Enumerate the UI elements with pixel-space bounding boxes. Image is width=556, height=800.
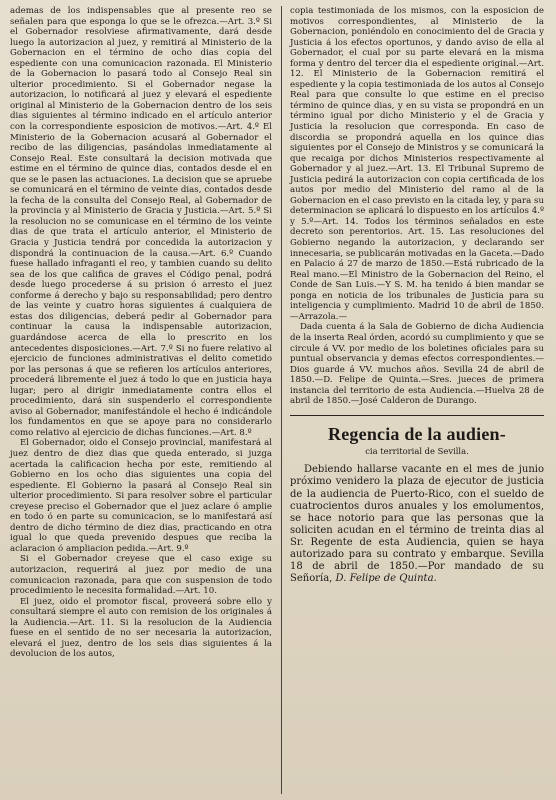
notice-subheading: cia territorial de Sevilla. bbox=[365, 445, 469, 456]
section-rule bbox=[290, 415, 544, 416]
notice-heading: Regencia de la audien- bbox=[328, 423, 506, 444]
notice-signature: D. Felipe de Quinta. bbox=[335, 573, 437, 585]
decree-text-paragraph: El juez, oido el promotor fiscal, proveerá sobre ello y consultará siempre el auto con remision de los originales á la Audiencia.—Art. 11. Si la resolucion de la Audiencia fuese en el sentido de no ser necesaria la autorizacion, elevará el juez, dentro de los seis dias siguientes á la devolucion de los autos, bbox=[10, 596, 272, 660]
decree-text-paragraph: Si el Gobernador creyese que el caso exige su autorizacion, requerirá al juez por medio de una comunicacion razonada, para que con suspension de todo procedimiento le necesita formalidad.—Art. 10. bbox=[10, 554, 272, 597]
notice-text: Debiendo hallarse vacante en el mes de junio próximo venidero la plaza de ejecutor de justicia de la audiencia de Puerto-Rico, con el sueldo de cuatrocientos duros anuales y los emolumentos, se hace notorio para que las personas que la soliciten acudan en el término de treinta dias al Sr. Regente de esta Audiencia, quien se haya autorizado para su contrato y embarque. Sevilla 18 de abril de 1850.—Por mandado de su Señoría, bbox=[290, 464, 544, 585]
column-divider bbox=[281, 6, 282, 794]
right-column bbox=[290, 6, 544, 585]
decree-text-paragraph: El Gobernador, oido el Consejo provincial, manifestará al juez dentro de diez dias que queda enterado, si juzga acertada la calificacion hecha por este, remitiendo al Gobierno en los ocho dias siguientes una copia del espediente. El Gobierno la pasará al Consejo Real sin ulterior procedimiento. Si para resolver sobre el particular creyese preciso el Gobernador que el juez aclare ó amplie en todo ó en parte su comunicacion, se lo manifestará así dentro de dicho término de diez dias, practicando en otra igual lo que queda prevenido despues que reciba la aclaracion ó ampliacion pedida.—Art. 9.º bbox=[10, 438, 272, 554]
notice-paragraph bbox=[290, 464, 544, 585]
left-column bbox=[10, 6, 272, 660]
decree-text-paragraph: copia testimoniada de los mismos, con la esposicion de motivos correspondientes, al Ministerio de la Gobernacion, poniéndolo en conocimiento del de Gracia y Justicia á los efectos oportunos, y dando aviso de ella al Gobernador, el cual por su parte elevará en la misma forma y dentro del tercer dia el espediente original.—Art. 12. El Ministerio de la Gobernacion remitirá el espediente y la copia testimoniada de los autos al Consejo Real para que consulte lo que estime en el preciso término de quince dias, y en su vista se propondrá en un término igual por dicho Ministerio y el de Gracia y Justicia la resolucion que corresponda. En caso de discordia se propondrá aquella en los quince dias siguientes por el Consejo de Ministros y se comunicará la que recaiga por dichos Ministerios respectivamente al Gobernador y al juez.—Art. 13. El Tribunal Supremo de Justicia pedirá la autorizacion con copia certificada de los autos por medio del Ministerio del ramo al de la Gobernacion en el caso previsto en la citada ley, y para su determinacion se aplicará lo dispuesto en los artículos 4.º y 5.º—Art. 14. Todos los términos señalados en este decreto son perentorios. Art. 15. Las resoluciones del Gobierno negando la autorizacion, y declarando ser innecesaria, se publicarán motivadas en la Gaceta.—Dado en Palacio á 27 de marzo de 1850.—Está rubricado de la Real mano.—El Ministro de la Gobernacion del Reino, el Conde de San Luis.—Y S. M. ha tenido á bien mandar se ponga en noticia de los tribunales de Justicia para su inteligencia y cumplimiento. Madrid 10 de abril de 1850.—Arrazola.— bbox=[290, 6, 544, 322]
circular-paragraph: Dada cuenta á la Sala de Gobierno de dicha Audiencia de la inserta Real órden, acordó su cumplimiento y que se circule á VV. por medio de los boletines oficiales para su puntual observancia y demas efectos correspondientes.—Dios guarde á VV. muchos años. Sevilla 24 de abril de 1850.—D. Felipe de Quinta.—Sres. jueces de primera instancia del territorio de esta Audiencia.—Huelva 28 de abril de 1850.—José Calderon de Durango. bbox=[290, 322, 544, 407]
notice-body bbox=[290, 464, 544, 585]
decree-text-paragraph: ademas de los indispensables que al presente reo se señalen para que esponga lo que se le ofrezca.—Art. 3.º Si el Gobernador resolviese afirmativamente, dará desde luego la autorizacion al juez, y remitirá al Ministerio de la Gobernacion en el término de ocho dias copia del espediente con una comunicacion razonada. El Ministerio de la Gobernacion lo pasará todo al Consejo Real sin ulterior procedimiento. Si el Gobernador negase la autorizacion, lo notificará al juez y elevará el espediente original al Ministerio de la Gobernacion dentro de los seis dias siguientes al término indicado en el artículo anterior con la correspondiente esposicion de motivos.—Art. 4.º El Ministerio de la Gobernacion acusará al Gobernador el recibo de las diligencias, pasándolas inmediatamente al Consejo Real. Este consultará la decision motivada que estime en el término de quince dias, contados desde el en que se le pasen las actuaciones. La decision que se apruebe se comunicará en el término de veinte dias, contados desde la fecha de la consulta del Consejo Real, al Gobernador de la provincia y al Ministerio de Gracia y Justicia.—Art. 5.º Si la resolucion no se comunicase en el término de los veinte dias de que trata el artículo anterior, el Ministerio de Gracia y Justicia tendrá por concedida la autorizacion y dispondrá la continuacion de la causa.—Art. 6.º Cuando fuese hallado infraganti el reo, y tambien cuando su delito sea de los que califica de graves el Código penal, podrá desde luego procederse á su prision ó arresto el juez conforme á derecho y bajo su responsabilidad; pero dentro de las veinte y cuatro horas siguientes á cualquiera de estas dos diligencias, deberá pedir al Gobernador para continuar la causa la indispensable autorizacion, guardándose acerca de ella lo prescrito en los antecedentes disposiciones.—Art. 7.º Si no fuere relativo al ejercicio de funciones administrativas el delito cometido por las personas á que se refieren los artículos anteriores, procederá libremente el juez á todo lo que en justicia haya lugar; pero al dirigir inmediatamente contra ellos el procedimiento, dará sin suspenderlo el correspondiente aviso al Gobernador, manifestándole el hecho é indicándole los fundamentos en que se apoye para no considerarlo como relativo al ejercicio de dichas funciones.—Art. 8.º bbox=[10, 6, 272, 438]
